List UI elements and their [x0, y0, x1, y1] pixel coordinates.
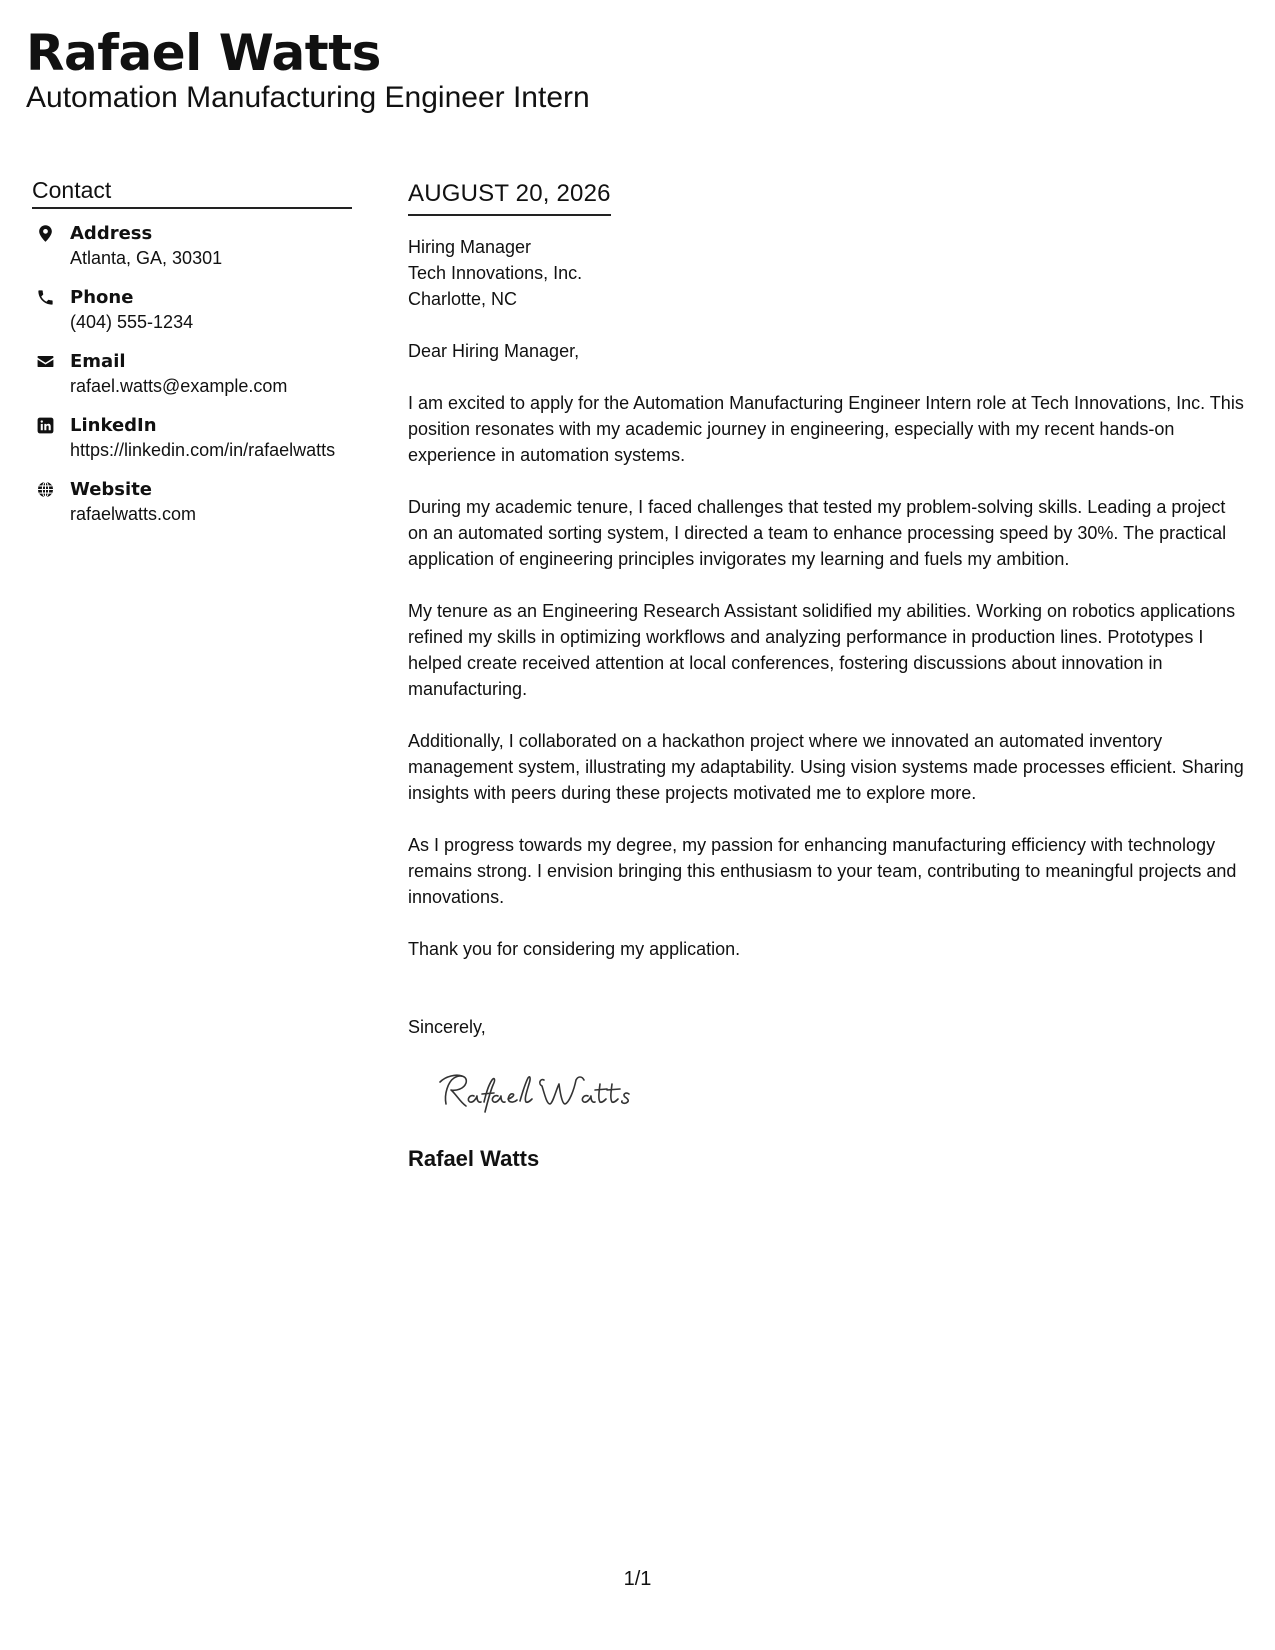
letter-paragraph: Thank you for considering my application. [408, 939, 741, 959]
letter-paragraph: Additionally, I collaborated on a hackathon project where we innovated an automated inventory management system, illustrating my adaptability. Using vision systems made processes efficient. Sharing insights with peers during these projects motivated me to explore more. [408, 731, 1244, 803]
phone-icon [34, 286, 56, 308]
linkedin-link[interactable]: https://linkedin.com/in/rafaelwatts [70, 440, 336, 460]
contact-heading: Contact [32, 175, 352, 209]
applicant-name: Rafael Watts [26, 24, 381, 82]
map-pin-icon [34, 222, 56, 244]
letter-date: AUGUST 20, 2026 [408, 178, 611, 216]
letter-paragraph: During my academic tenure, I faced challenges that tested my problem-solving skills. Leading a project on an automated sorting system, I directed a team to enhance processing speed by 30%. The practical application of engineering principles invigorates my learning and fuels my ambition. [408, 497, 1227, 569]
globe-icon [34, 478, 56, 500]
address-value: Atlanta, GA, 30301 [70, 248, 223, 268]
letter-paragraph: As I progress towards my degree, my passion for enhancing manufacturing efficiency with technology remains strong. I envision bringing this enthusiasm to your team, contributing to meaningful projects and innovations. [408, 835, 1237, 907]
contact-item-website [32, 477, 352, 526]
contact-label: Address [70, 223, 153, 244]
page-number: 1/1 [623, 1568, 652, 1590]
letter-paragraph: I am excited to apply for the Automation Manufacturing Engineer Intern role at Tech Innovations, Inc. This position resonates with my academic journey in engineering, especially with my recent hands-on experience in automation systems. [408, 393, 1244, 465]
recipient-company: Tech Innovations, Inc. [408, 263, 583, 283]
recipient-name: Hiring Manager [408, 237, 532, 257]
contact-item-address [32, 221, 352, 270]
closing: Sincerely, [408, 1017, 486, 1037]
contact-item-phone [32, 285, 352, 334]
contact-label: Phone [70, 287, 134, 308]
handwritten-signature [432, 1066, 652, 1118]
letter-paragraph: My tenure as an Engineering Research Assistant solidified my abilities. Working on robotics applications refined my skills in optimizing workflows and analyzing performance in production lines. Prototypes I helped create received attention at local conferences, fostering discussions about innovation in manufacturing. [408, 601, 1236, 699]
contact-label: LinkedIn [70, 415, 157, 436]
header [26, 22, 590, 116]
recipient-block [408, 234, 1248, 312]
contact-sidebar [32, 175, 352, 541]
contact-item-linkedin [32, 413, 352, 462]
email-link[interactable]: rafael.watts@example.com [70, 376, 288, 396]
applicant-role: Automation Manufacturing Engineer Intern [26, 81, 590, 114]
letter-body [408, 178, 1248, 1174]
contact-item-email [32, 349, 352, 398]
phone-value: (404) 555-1234 [70, 312, 194, 332]
contact-label: Website [70, 479, 153, 500]
salutation: Dear Hiring Manager, [408, 341, 580, 361]
envelope-icon [34, 350, 56, 372]
website-link[interactable]: rafaelwatts.com [70, 504, 197, 524]
linkedin-icon [34, 414, 56, 436]
signer-name: Rafael Watts [408, 1146, 540, 1171]
contact-label: Email [70, 351, 126, 372]
recipient-location: Charlotte, NC [408, 289, 518, 309]
